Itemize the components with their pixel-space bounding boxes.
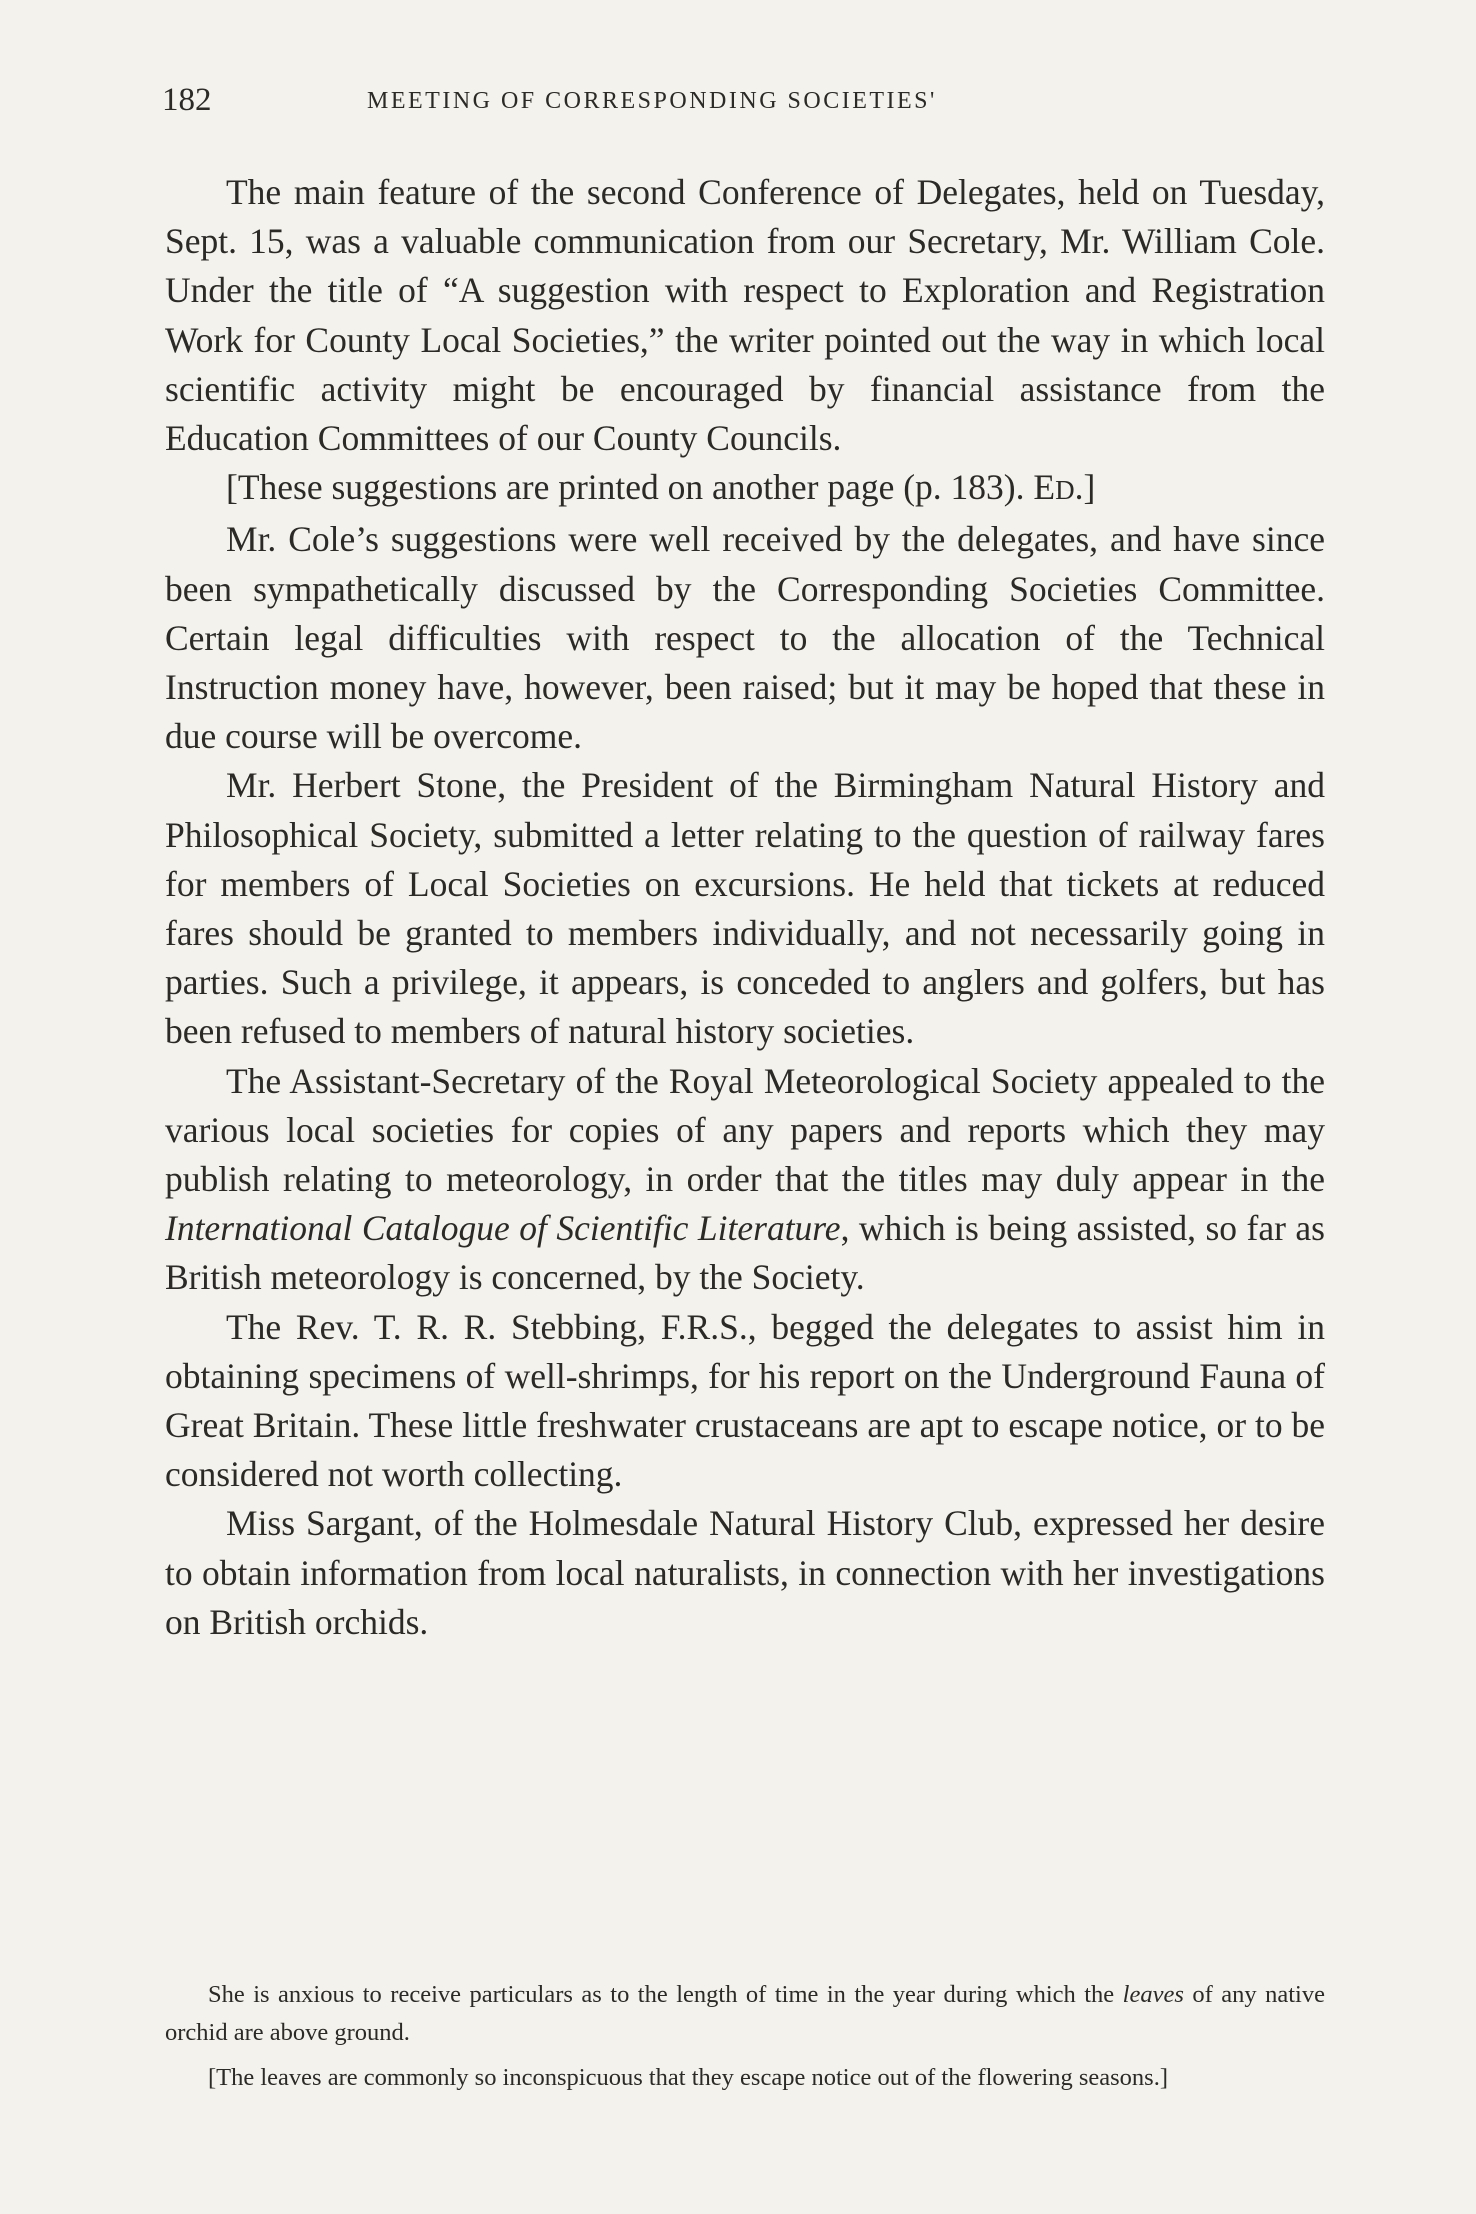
paragraph-sargant: Miss Sargant, of the Holmesdale Natural History Club, expressed her desire to obtain information from local naturalists, in connection with her investigations on British orchids. (165, 1503, 1325, 1642)
page-header (162, 82, 1327, 132)
running-head: MEETING OF CORRESPONDING SOCIETIES' (367, 88, 937, 114)
paragraph-conference: The main feature of the second Conference of Delegates, held on Tuesday, Sept. 15, was a valuable communication from our Secretary, Mr. William Cole. Under the title of “A suggestion with respect to Exploration and Registration Work for County Local Societies,” the writer pointed out the way in which local scientific activity might be encouraged by financial assistance from the Education Committees of our County Councils. (165, 172, 1325, 459)
footnote-italic-leaves: leaves (1122, 1981, 1184, 2008)
meteorological-text-b: , which is being assisted, so far as British meteorology is concerned, by the Society. (165, 1208, 1325, 1298)
paragraph-meteorological (165, 1057, 1325, 1303)
paragraph-railway-fares: Mr. Herbert Stone, the President of the Birmingham Natural History and Philosophical Society, submitted a letter relating to the question of railway fares for members of Local Societies on excursions. He held that tickets at reduced fares should be granted to members individually, and not necessarily going in parties. Such a privilege, it appears, is conceded to anglers and golfers, but has been refused to members of natural history societies. (165, 765, 1325, 1052)
body-text (165, 168, 1325, 1647)
footnote-orchid-request (165, 1976, 1325, 2052)
paragraph-cole-suggestions: Mr. Cole’s suggestions were well received by the delegates, and have since been sympathetically discussed by the Corresponding Societies Committee. Certain legal difficulties with respect to the allocation of the Technical Instruction money have, however, been raised; but it may be hoped that these in due course will be overcome. (165, 519, 1325, 757)
footnote-text-b: of any native orchid are above ground. (165, 1981, 1325, 2046)
editor-note-end: .] (1074, 467, 1096, 508)
editor-note-text: [These suggestions are printed on another page (p. 183). E (226, 467, 1056, 508)
page-number: 182 (162, 82, 212, 118)
paragraph-stebbing: The Rev. T. R. R. Stebbing, F.R.S., begged the delegates to assist him in obtaining specimens of well-shrimps, for his report on the Underground Fauna of Great Britain. These little freshwater crustaceans are apt to escape notice, or to be considered not worth collecting. (165, 1306, 1325, 1495)
footnote-text-a: She is anxious to receive particulars as to the length of time in the year during which the (208, 1981, 1123, 2008)
editor-note-small-caps: D (1055, 475, 1075, 506)
footnote-bracket-note: [The leaves are commonly so inconspicuous that they escape notice out of the flowering seasons.] (208, 2064, 1168, 2091)
catalogue-title: International Catalogue of Scientific Literature (165, 1208, 841, 1249)
meteorological-text-a: The Assistant-Secretary of the Royal Meteorological Society appealed to the various local societies for copies of any papers and reports which they may publish relating to meteorology, in order that the titles may duly appear in the (165, 1060, 1325, 1200)
footnote (165, 1976, 1325, 2097)
paragraph-editor-note (165, 463, 1325, 515)
